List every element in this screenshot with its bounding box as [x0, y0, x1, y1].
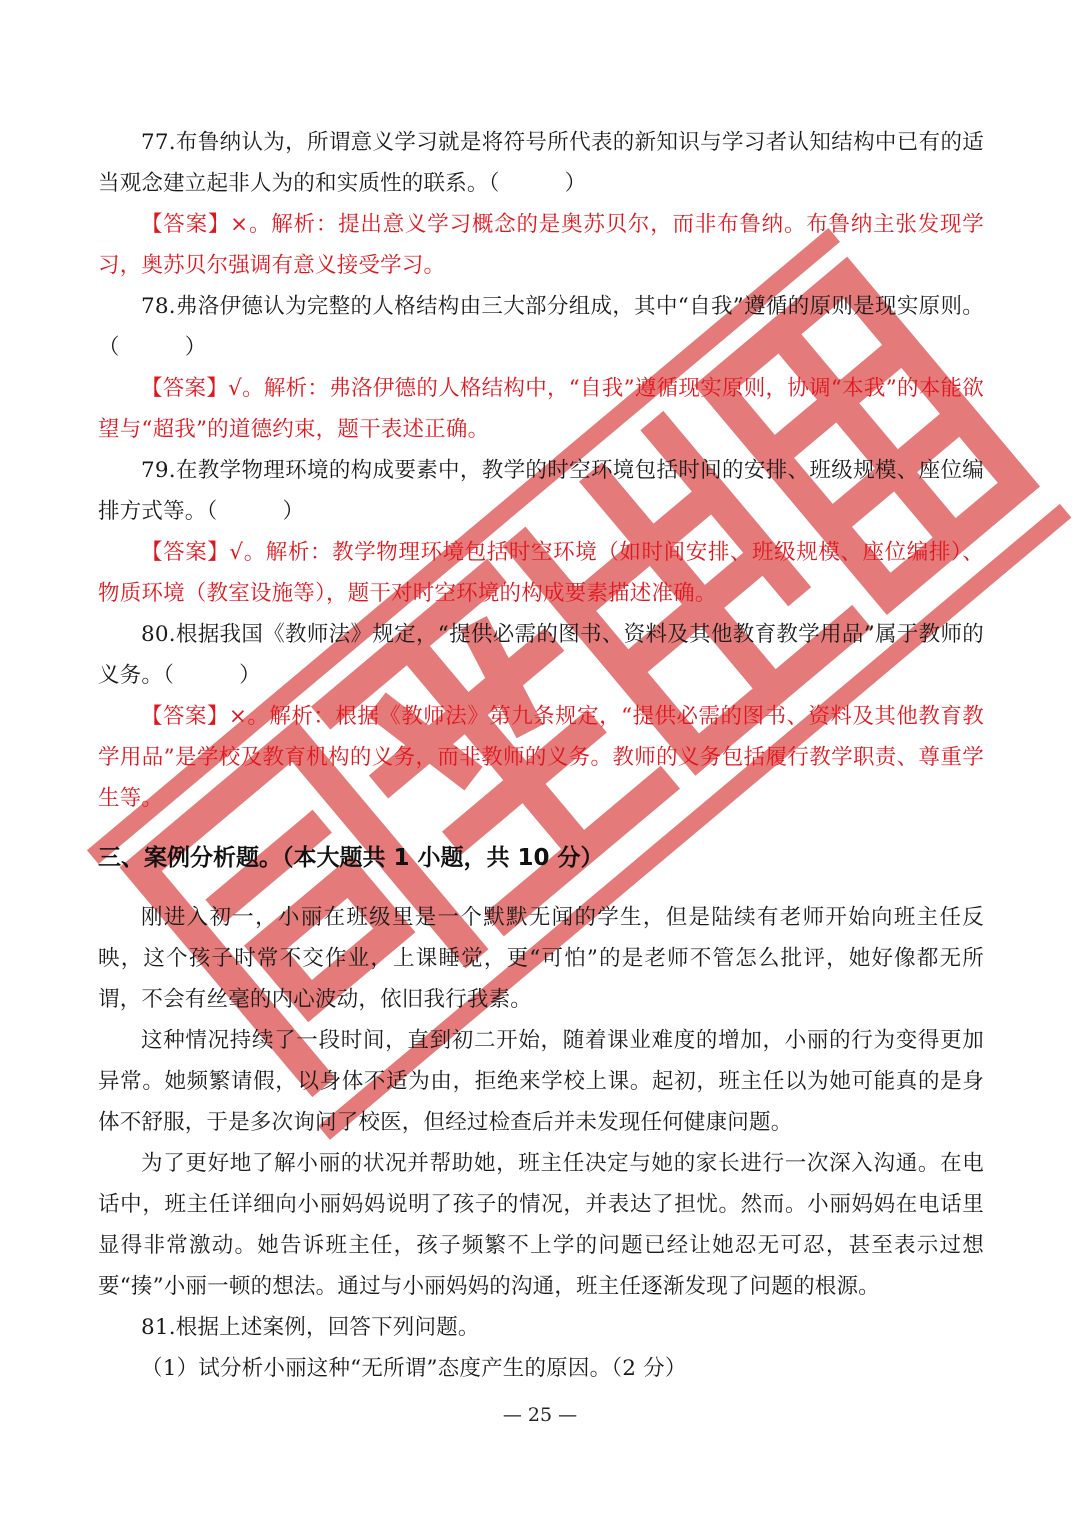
case-paragraph-3: 为了更好地了解小丽的状况并帮助她，班主任决定与她的家长进行一次深入沟通。在电话中，班主任详细向小丽妈妈说明了孩子的情况，并表达了担忧。然而。小丽妈妈在电话里显得非常激动。她告诉班主任，孩子频繁不上学的问题已经让她忍无可忍，甚至表示过想要“揍”小丽一顿的想法。通过与小丽妈妈的沟通，班主任逐渐发现了问题的根源。 [98, 1151, 984, 1299]
page-number: — 25 — [502, 1404, 578, 1426]
section-title: 三、案例分析题。（本大题共 1 小题，共 10 分） [98, 845, 604, 871]
page-content [98, 122, 984, 1389]
case-paragraph-1: 刚进入初一，小丽在班级里是一个默默无闻的学生，但是陆续有老师开始向班主任反映，这个孩子时常不交作业，上课睡觉，更“可怕”的是老师不管怎么批评，她好像都无所谓，不会有丝毫的内心波动，依旧我行我素。 [98, 905, 984, 1012]
question-80-answer: 【答案】×。解析：根据《教师法》第九条规定，“提供必需的图书、资料及其他教育教学用品”是学校及教育机构的义务，而非教师的义务。教师的义务包括履行教学职责、尊重学生等。 [98, 704, 984, 811]
question-79-stem: 79.在教学物理环境的构成要素中，教学的时空环境包括时间的安排、班级规模、座位编排方式等。（ ） [98, 458, 984, 524]
case-paragraph-2: 这种情况持续了一段时间，直到初二开始，随着课业难度的增加，小丽的行为变得更加异常。她频繁请假，以身体不适为由，拒绝来学校上课。起初，班主任以为她可能真的是身体不舒服，于是多次询问了校医，但经过检查后并未发现任何健康问题。 [98, 1028, 984, 1135]
question-78-answer: 【答案】√。解析：弗洛伊德的人格结构中，“自我”遵循现实原则，协调“本我”的本能欲望与“超我”的道德约束，题干表述正确。 [98, 376, 984, 442]
question-78-stem: 78.弗洛伊德认为完整的人格结构由三大部分组成，其中“自我”遵循的原则是现实原则。（ ） [98, 294, 984, 360]
question-80-stem: 80.根据我国《教师法》规定，“提供必需的图书、资料及其他教育教学用品”属于教师的义务。（ ） [98, 622, 984, 688]
question-79-answer: 【答案】√。解析：教学物理环境包括时空环境（如时间安排、班级规模、座位编排）、物质环境（教室设施等），题干对时空环境的构成要素描述准确。 [98, 540, 984, 606]
question-77-stem: 77.布鲁纳认为，所谓意义学习就是将符号所代表的新知识与学习者认知结构中已有的适当观念建立起非人为的和实质性的联系。（ ） [98, 130, 984, 196]
question-77-answer: 【答案】×。解析：提出意义学习概念的是奥苏贝尔，而非布鲁纳。布鲁纳主张发现学习，奥苏贝尔强调有意义接受学习。 [98, 212, 984, 278]
question-81-stem: 81.根据上述案例，回答下列问题。 [141, 1315, 480, 1340]
question-81-sub1: （1）试分析小丽这种“无所谓”态度产生的原因。（2 分） [141, 1356, 687, 1381]
